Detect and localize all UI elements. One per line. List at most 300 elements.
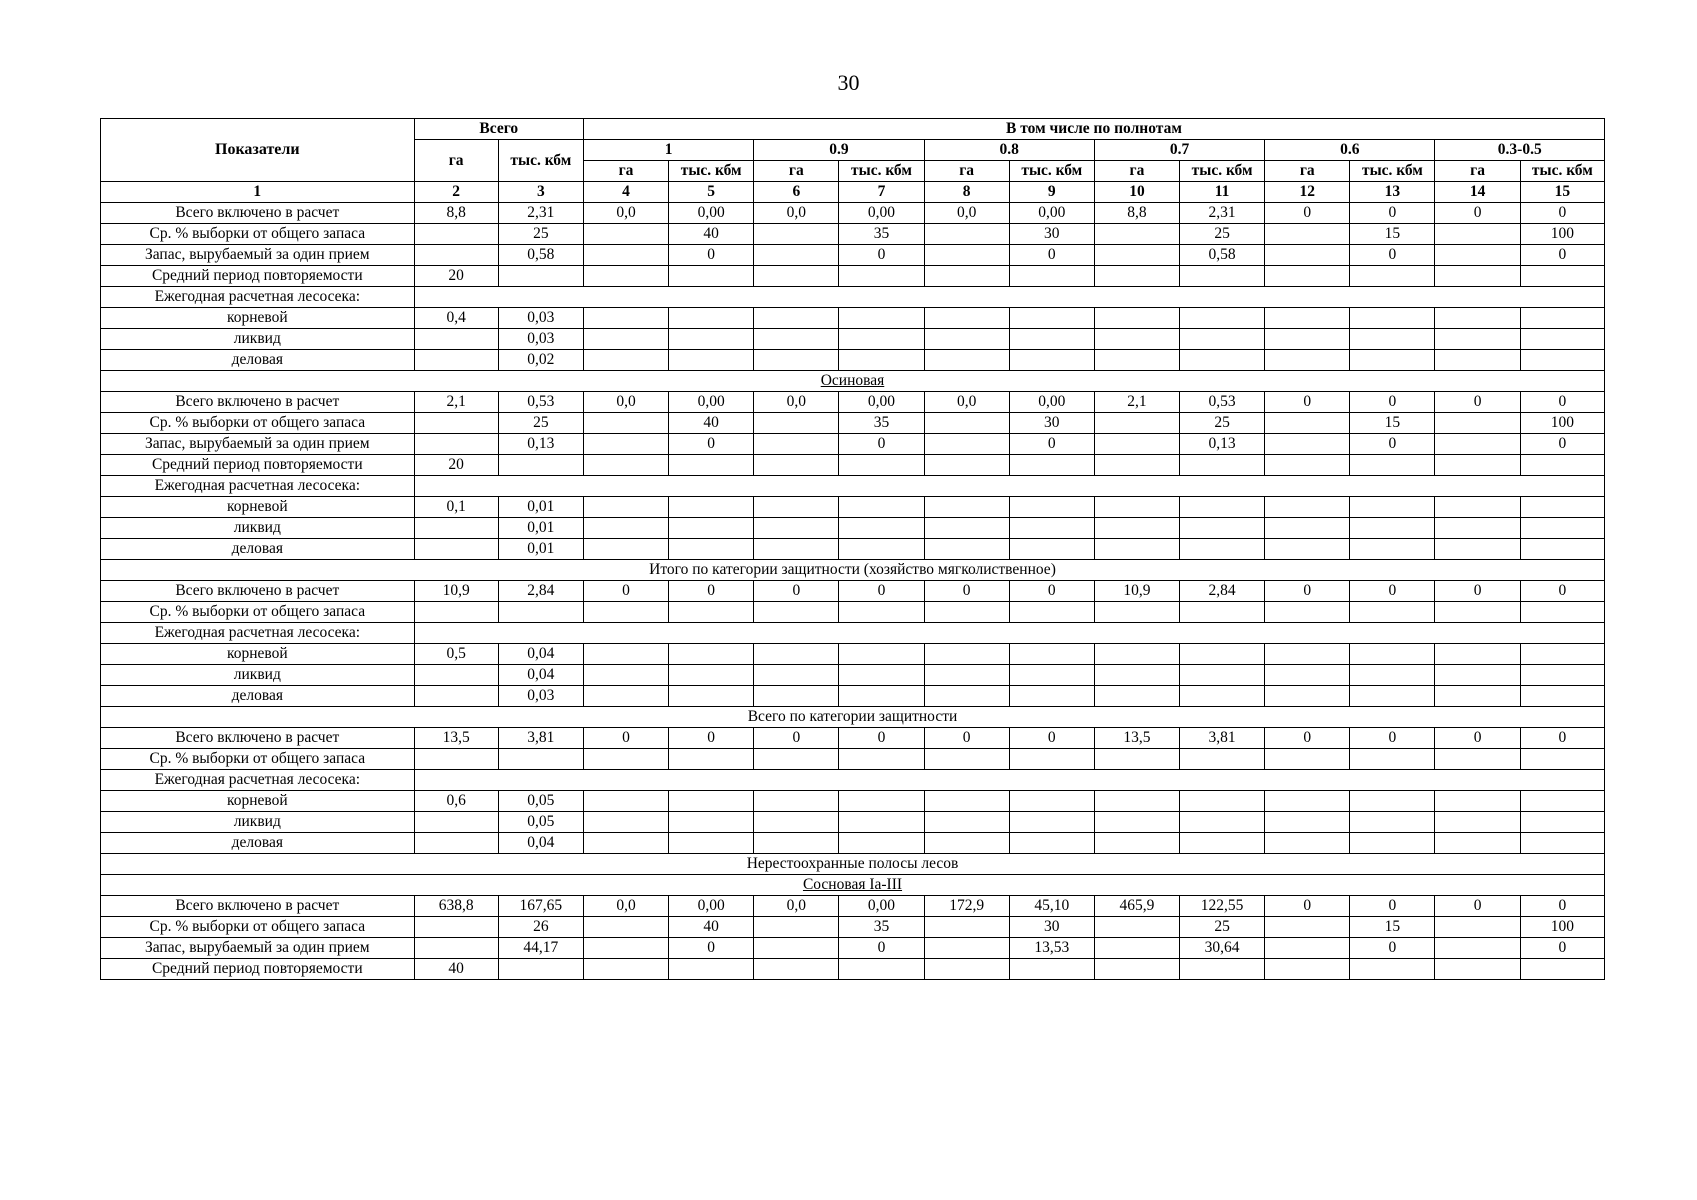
row-label: Всего включено в расчет (101, 203, 415, 224)
cell-value (669, 686, 754, 707)
cell-value (1350, 329, 1435, 350)
cell-value (1265, 245, 1350, 266)
cell-value (924, 245, 1009, 266)
table-row (101, 371, 1605, 392)
cell-value: 465,9 (1094, 896, 1179, 917)
section-title: Сосновая Ia-III (101, 875, 1605, 896)
cell-value (1009, 812, 1094, 833)
cell-value (1435, 686, 1520, 707)
cell-value (1009, 602, 1094, 623)
table-row (101, 476, 1605, 497)
cell-value: 0 (1350, 203, 1435, 224)
column-number-row (101, 182, 1605, 203)
table-row (101, 245, 1605, 266)
cell-value (1520, 833, 1604, 854)
cell-value: 0 (1350, 938, 1435, 959)
cell-value (583, 791, 668, 812)
empty-cell (414, 476, 1604, 497)
cell-value (1094, 413, 1179, 434)
cell-value (754, 812, 839, 833)
cell-value: 0 (1520, 938, 1604, 959)
header-density: 0.7 (1094, 140, 1264, 161)
cell-value: 0,00 (839, 896, 924, 917)
cell-value (414, 350, 498, 371)
cell-value (924, 833, 1009, 854)
empty-cell (1094, 266, 1179, 287)
row-label: Ежегодная расчетная лесосека: (101, 287, 415, 308)
cell-value: 25 (498, 224, 583, 245)
table-row (101, 749, 1605, 770)
row-label: деловая (101, 833, 415, 854)
cell-value (583, 686, 668, 707)
cell-value (839, 644, 924, 665)
cell-value (1350, 833, 1435, 854)
cell-value: 2,1 (414, 392, 498, 413)
cell-value (839, 686, 924, 707)
cell-value: 0 (669, 434, 754, 455)
table-row (101, 665, 1605, 686)
cell-value (754, 245, 839, 266)
cell-value (924, 917, 1009, 938)
allowable-cut-table (100, 118, 1605, 980)
cell-value: 0 (1520, 434, 1604, 455)
cell-value (1094, 833, 1179, 854)
cell-value (1009, 749, 1094, 770)
cell-value (1265, 434, 1350, 455)
cell-value (924, 602, 1009, 623)
cell-value: 0 (1435, 392, 1520, 413)
row-label: деловая (101, 350, 415, 371)
cell-value (1094, 329, 1179, 350)
cell-value: 0 (1435, 581, 1520, 602)
cell-value: 0,03 (498, 686, 583, 707)
cell-value (754, 917, 839, 938)
cell-value: 25 (498, 413, 583, 434)
cell-value: 13,5 (414, 728, 498, 749)
cell-value (1265, 686, 1350, 707)
cell-value: 0 (1520, 203, 1604, 224)
header-unit-ha: га (924, 161, 1009, 182)
cell-value (1094, 686, 1179, 707)
row-label: корневой (101, 308, 415, 329)
cell-value (583, 224, 668, 245)
cell-value: 25 (1180, 224, 1265, 245)
empty-cell (414, 287, 1604, 308)
row-label: Ср. % выборки от общего запаса (101, 413, 415, 434)
cell-value (1435, 938, 1520, 959)
cell-value: 0 (1520, 728, 1604, 749)
cell-value (1094, 224, 1179, 245)
cell-value: 638,8 (414, 896, 498, 917)
empty-cell (1520, 266, 1604, 287)
cell-value (1180, 833, 1265, 854)
cell-value (839, 497, 924, 518)
cell-value (1265, 224, 1350, 245)
cell-value (1350, 308, 1435, 329)
cell-value (839, 539, 924, 560)
row-label: Запас, вырубаемый за один прием (101, 434, 415, 455)
cell-value (1265, 749, 1350, 770)
cell-value (754, 665, 839, 686)
section-title: Нерестоохранные полосы лесов (101, 854, 1605, 875)
header-total-ha: га (414, 140, 498, 182)
cell-value: 0 (669, 938, 754, 959)
cell-value (1520, 644, 1604, 665)
cell-value (414, 329, 498, 350)
cell-value (1180, 812, 1265, 833)
cell-value (839, 350, 924, 371)
section-title: Всего по категории защитности (101, 707, 1605, 728)
cell-value (1180, 791, 1265, 812)
cell-value (414, 749, 498, 770)
cell-value (754, 434, 839, 455)
header-unit-vol: тыс. кбм (1350, 161, 1435, 182)
cell-value (583, 350, 668, 371)
empty-cell (1009, 266, 1094, 287)
header-density: 0.6 (1265, 140, 1435, 161)
cell-value (1435, 329, 1520, 350)
cell-value: 15 (1350, 224, 1435, 245)
cell-value: 0,02 (498, 350, 583, 371)
header-unit-vol: тыс. кбм (1520, 161, 1604, 182)
cell-value: 0 (1520, 896, 1604, 917)
cell-value: 0,58 (498, 245, 583, 266)
cell-value (754, 413, 839, 434)
empty-cell (1435, 455, 1520, 476)
cell-value (583, 413, 668, 434)
cell-value (1435, 602, 1520, 623)
row-label: корневой (101, 497, 415, 518)
cell-value: 0,01 (498, 539, 583, 560)
cell-value (414, 602, 498, 623)
cell-value (1350, 644, 1435, 665)
cell-value (583, 518, 668, 539)
cell-value (1009, 833, 1094, 854)
cell-value: 0 (583, 581, 668, 602)
empty-cell (839, 266, 924, 287)
cell-value (1435, 665, 1520, 686)
row-label: Средний период повторяемости (101, 455, 415, 476)
cell-value: 0 (1009, 434, 1094, 455)
cell-value: 0,13 (498, 434, 583, 455)
cell-value: 15 (1350, 413, 1435, 434)
empty-cell (1350, 959, 1435, 980)
section-title: Осиновая (101, 371, 1605, 392)
cell-value (1350, 812, 1435, 833)
empty-cell (669, 266, 754, 287)
cell-value (583, 329, 668, 350)
cell-value: 0 (1350, 245, 1435, 266)
cell-value: 0,01 (498, 518, 583, 539)
cell-value (669, 308, 754, 329)
row-label: Ср. % выборки от общего запаса (101, 749, 415, 770)
cell-value (839, 833, 924, 854)
row-label: ликвид (101, 329, 415, 350)
column-number: 12 (1265, 182, 1350, 203)
cell-value: 0,04 (498, 833, 583, 854)
cell-value (924, 812, 1009, 833)
cell-value: 0,04 (498, 644, 583, 665)
table-row (101, 266, 1605, 287)
empty-cell (1520, 455, 1604, 476)
row-label: ликвид (101, 665, 415, 686)
cell-value: 0 (1350, 392, 1435, 413)
empty-cell (1435, 959, 1520, 980)
header-unit-ha: га (1265, 161, 1350, 182)
cell-value (1435, 350, 1520, 371)
row-label: ликвид (101, 812, 415, 833)
cell-value: 172,9 (924, 896, 1009, 917)
cell-value (669, 497, 754, 518)
cell-value (839, 602, 924, 623)
empty-cell (583, 266, 668, 287)
cell-value (839, 749, 924, 770)
cell-value (583, 245, 668, 266)
cell-value: 0,00 (1009, 392, 1094, 413)
cell-value (1180, 329, 1265, 350)
cell-value (1180, 350, 1265, 371)
cell-value (839, 665, 924, 686)
cell-value (583, 665, 668, 686)
cell-value: 40 (669, 917, 754, 938)
cell-value (583, 938, 668, 959)
empty-cell (754, 959, 839, 980)
cell-value (583, 833, 668, 854)
cell-value (669, 749, 754, 770)
cell-value: 40 (669, 224, 754, 245)
cell-value: 10,9 (414, 581, 498, 602)
table-row (101, 707, 1605, 728)
cell-value (754, 602, 839, 623)
cell-value: 0,0 (583, 896, 668, 917)
column-number: 8 (924, 182, 1009, 203)
cell-value: 0 (839, 938, 924, 959)
cell-value (1009, 686, 1094, 707)
cell-value (1435, 308, 1520, 329)
cell-value: 0,03 (498, 308, 583, 329)
empty-cell (839, 959, 924, 980)
cell-value (1094, 434, 1179, 455)
cell-value (1094, 749, 1179, 770)
header-total-vol: тыс. кбм (498, 140, 583, 182)
cell-value: 0 (669, 581, 754, 602)
empty-cell (1350, 266, 1435, 287)
cell-value (1435, 749, 1520, 770)
cell-value (1435, 518, 1520, 539)
cell-value: 3,81 (1180, 728, 1265, 749)
cell-value (924, 224, 1009, 245)
cell-value (583, 497, 668, 518)
cell-value (1265, 350, 1350, 371)
cell-value: 0 (1435, 203, 1520, 224)
cell-value: 0,53 (1180, 392, 1265, 413)
cell-value (669, 833, 754, 854)
cell-value (1009, 539, 1094, 560)
column-number: 1 (101, 182, 415, 203)
cell-value (1520, 665, 1604, 686)
cell-value: 0 (754, 581, 839, 602)
cell-value (583, 539, 668, 560)
cell-value (754, 497, 839, 518)
row-label: Ежегодная расчетная лесосека: (101, 770, 415, 791)
cell-value: 0,04 (498, 665, 583, 686)
empty-cell (1435, 266, 1520, 287)
page-number: 30 (837, 70, 860, 95)
cell-value (1350, 497, 1435, 518)
cell-value (754, 329, 839, 350)
cell-value (1350, 791, 1435, 812)
cell-value (1009, 665, 1094, 686)
empty-cell (839, 455, 924, 476)
cell-value: 35 (839, 413, 924, 434)
cell-value (414, 539, 498, 560)
cell-value: 0,0 (583, 392, 668, 413)
column-number: 13 (1350, 182, 1435, 203)
cell-value (754, 350, 839, 371)
cell-value (1094, 665, 1179, 686)
table-row (101, 686, 1605, 707)
cell-value (414, 917, 498, 938)
cell-value (1435, 833, 1520, 854)
cell-value: 3,81 (498, 728, 583, 749)
cell-value: 0,58 (1180, 245, 1265, 266)
cell-value (924, 497, 1009, 518)
table-row (101, 581, 1605, 602)
cell-value (1094, 938, 1179, 959)
cell-value: 0 (1009, 728, 1094, 749)
cell-value (1265, 917, 1350, 938)
table-row (101, 203, 1605, 224)
cell-value (414, 434, 498, 455)
cell-value: 0,00 (669, 896, 754, 917)
column-number: 2 (414, 182, 498, 203)
table-body (101, 203, 1605, 980)
cell-value: 0 (1350, 434, 1435, 455)
cell-value (1180, 665, 1265, 686)
cell-value (924, 329, 1009, 350)
column-number: 14 (1435, 182, 1520, 203)
empty-cell (924, 266, 1009, 287)
header-density: 1 (583, 140, 753, 161)
cell-value (839, 812, 924, 833)
cell-value (669, 518, 754, 539)
cell-value (1435, 224, 1520, 245)
cell-value: 0,6 (414, 791, 498, 812)
table-row (101, 455, 1605, 476)
column-number: 9 (1009, 182, 1094, 203)
cell-value (924, 518, 1009, 539)
cell-value (924, 413, 1009, 434)
cell-value (1009, 497, 1094, 518)
cell-value (1265, 938, 1350, 959)
table-row (101, 833, 1605, 854)
cell-value (1180, 749, 1265, 770)
cell-value: 0 (1265, 392, 1350, 413)
cell-value (414, 812, 498, 833)
cell-value (754, 791, 839, 812)
cell-value (583, 602, 668, 623)
cell-value (1520, 602, 1604, 623)
column-number: 3 (498, 182, 583, 203)
cell-value: 0 (1350, 581, 1435, 602)
cell-value: 0,0 (754, 392, 839, 413)
cell-value: 0,0 (754, 203, 839, 224)
cell-value (414, 245, 498, 266)
header-unit-vol: тыс. кбм (1180, 161, 1265, 182)
cell-value (754, 308, 839, 329)
cell-value: 25 (1180, 413, 1265, 434)
cell-value (1094, 497, 1179, 518)
table-row (101, 728, 1605, 749)
cell-value (1520, 539, 1604, 560)
header-total: Всего (414, 119, 583, 140)
table-header (101, 119, 1605, 203)
row-label: Всего включено в расчет (101, 728, 415, 749)
cell-value: 122,55 (1180, 896, 1265, 917)
cell-value: 2,84 (498, 581, 583, 602)
empty-cell (1265, 266, 1350, 287)
cell-value: 40 (669, 413, 754, 434)
cell-value: 0 (1350, 728, 1435, 749)
cell-value: 167,65 (498, 896, 583, 917)
cell-value: 10,9 (1094, 581, 1179, 602)
empty-cell (498, 266, 583, 287)
table-row (101, 875, 1605, 896)
empty-cell (583, 959, 668, 980)
table-row (101, 791, 1605, 812)
cell-value (1009, 791, 1094, 812)
cell-value: 8,8 (1094, 203, 1179, 224)
cell-value (583, 812, 668, 833)
cell-value (1520, 497, 1604, 518)
section-title: Итого по категории защитности (хозяйство мягколиственное) (101, 560, 1605, 581)
empty-cell (924, 959, 1009, 980)
cell-value: 0 (1520, 581, 1604, 602)
table-row (101, 770, 1605, 791)
empty-cell (1350, 455, 1435, 476)
cell-value: 0,05 (498, 812, 583, 833)
cell-value (498, 602, 583, 623)
cell-value: 2,84 (1180, 581, 1265, 602)
cell-value (1094, 644, 1179, 665)
cell-value (1094, 812, 1179, 833)
empty-cell (754, 455, 839, 476)
empty-cell (414, 770, 1604, 791)
header-density: 0.8 (924, 140, 1094, 161)
cell-value (754, 833, 839, 854)
header-density: 0.9 (754, 140, 924, 161)
cell-value (583, 644, 668, 665)
cell-value (754, 518, 839, 539)
cell-value (924, 791, 1009, 812)
cell-value: 0,00 (839, 392, 924, 413)
cell-value (1009, 644, 1094, 665)
empty-cell (414, 623, 1604, 644)
header-unit-vol: тыс. кбм (669, 161, 754, 182)
empty-cell (1180, 266, 1265, 287)
cell-value (414, 938, 498, 959)
cell-value: 20 (414, 266, 498, 287)
column-number: 10 (1094, 182, 1179, 203)
row-label: Ср. % выборки от общего запаса (101, 224, 415, 245)
cell-value (1094, 245, 1179, 266)
cell-value: 100 (1520, 917, 1604, 938)
header-unit-ha: га (1094, 161, 1179, 182)
cell-value (1350, 518, 1435, 539)
cell-value: 0 (1520, 245, 1604, 266)
empty-cell (1265, 959, 1350, 980)
column-number: 4 (583, 182, 668, 203)
